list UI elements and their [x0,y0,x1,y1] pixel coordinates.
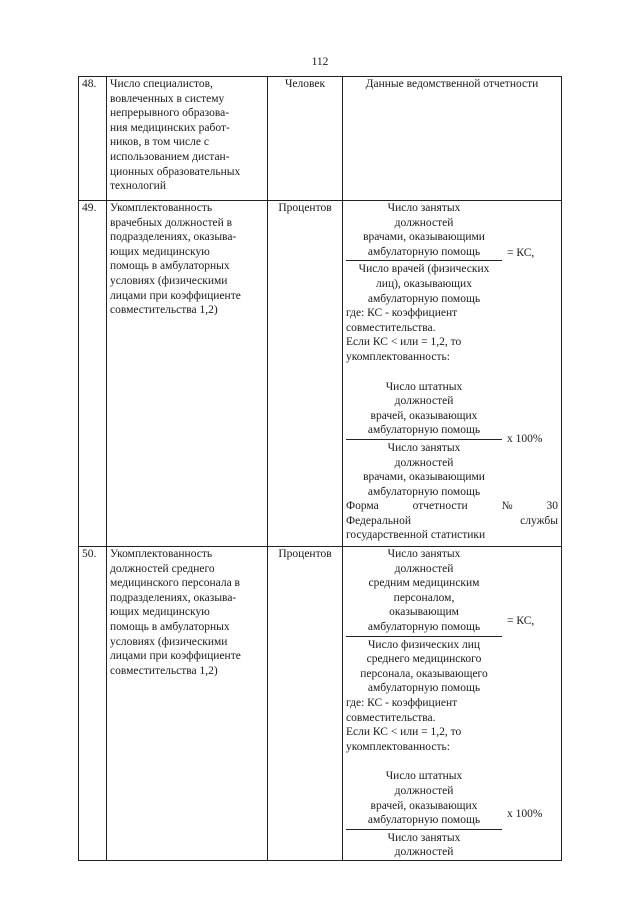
formula-numerator: Число занятых должностей средним медицинским персоналом, оказывающим амбулаторную помощь [346,547,502,637]
page-number: 112 [311,56,329,68]
formula-numerator: Число штатных должностей врачей, оказывающих амбулаторную помощь [346,769,502,829]
indicators-table [78,76,562,861]
formula-result: = КС, [507,247,535,260]
formula-denominator: Число физических лиц среднего медицинского персонала, оказывающего амбулаторную помощь [360,638,488,695]
indicator-name: Укомплектованность должностей среднего медицинского персонала в подразделениях, оказыва- ющих медицинскую помощь в амбулаторных условиях (физическими лицами при коэффициенте совместительства 1,2) [107,547,268,861]
formula-staffing [346,380,558,500]
indicator-name: Число специалистов, вовлеченных в систему непрерывного образова- ния медицинских работ- ников, в том числе с использованием дистан- ционных образовательных технологий [107,77,268,201]
formula-result: х 100% [507,808,543,821]
formula-ks [346,547,558,696]
table-row [79,547,562,861]
indicator-name: Укомплектованность врачебных должностей в подразделениях, оказыва- ющих медицинскую помощь в амбулаторных условиях (физическими лицами при коэффициенте совместительства 1,2) [107,201,268,547]
formula-denominator: Число занятых должностей [387,831,461,859]
calculation-method [343,547,562,861]
formula-staffing [346,769,558,860]
row-number: 49. [79,201,107,547]
row-number: 48. [79,77,107,201]
unit-of-measure: Процентов [268,547,343,861]
unit-of-measure: Процентов [268,201,343,547]
table-row [79,201,562,547]
formula-numerator: Число штатных должностей врачей, оказывающих амбулаторную помощь [346,380,502,440]
unit-of-measure: Человек [268,77,343,201]
formula-result: = КС, [507,615,535,628]
row-number: 50. [79,547,107,861]
calculation-method: Данные ведомственной отчетности [343,77,562,201]
formula-denominator: Число занятых должностей врачами, оказывающими амбулаторную помощь [363,441,485,498]
calculation-method [343,201,562,547]
formula-notes: где: КС - коэффициент совместительства. Если КС < или = 1,2, то укомплектованность: [346,696,462,753]
formula-result: х 100% [507,433,543,446]
table-row [79,77,562,201]
data-source: Форма отчетности № 30 Федеральной службы государственной статистики [346,500,558,542]
formula-notes: где: КС - коэффициент совместительства. Если КС < или = 1,2, то укомплектованность: [346,307,462,363]
formula-ks [346,201,558,306]
formula-denominator: Число врачей (физических лиц), оказывающих амбулаторную помощь [358,263,490,305]
formula-numerator: Число занятых должностей врачами, оказывающими амбулаторную помощь [346,201,502,261]
